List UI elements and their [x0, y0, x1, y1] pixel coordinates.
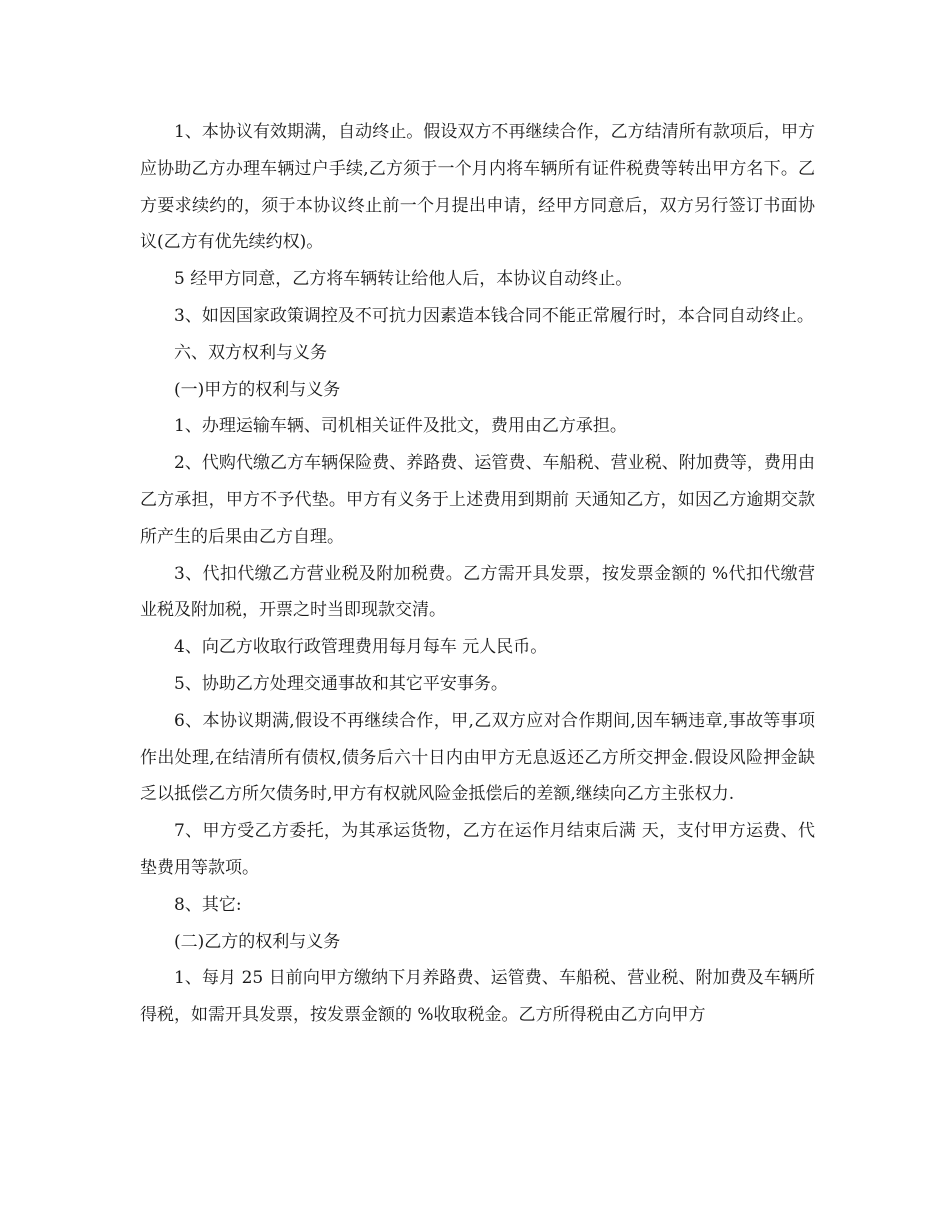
- clause-paragraph: 4、向乙方收取行政管理费用每月每车 元人民币。: [174, 637, 548, 658]
- clause-paragraph: 1、本协议有效期满，自动终止。假设双方不再继续合作，乙方结清所有款项后，甲方应协助乙方办理车辆过户手续,乙方须于一个月内将车辆所有证件税费等转出甲方名下。乙方要求续约的，须于本协议终止前一个月提出申请，经甲方同意后，双方另行签订书面协议(乙方有优先续约权)。: [140, 122, 815, 253]
- clause-paragraph: 3、代扣代缴乙方营业税及附加税费。乙方需开具发票，按发票金额的 %代扣代缴营业税及附加税，开票之时当即现款交清。: [140, 563, 815, 621]
- subsection-heading: (二)乙方的权利与义务: [174, 931, 341, 952]
- clause-paragraph: 7、甲方受乙方委托，为其承运货物，乙方在运作月结束后满 天，支付甲方运费、代垫费用等款项。: [140, 821, 815, 878]
- clause-paragraph: 2、代购代缴乙方车辆保险费、养路费、运管费、车船税、营业税、附加费等，费用由乙方承担，甲方不予代垫。甲方有义务于上述费用到期前 天通知乙方，如因乙方逾期交款所产生的后果由乙方自理。: [140, 453, 815, 547]
- clause-paragraph: 1、每月 25 日前向甲方缴纳下月养路费、运管费、车船税、营业税、附加费及车辆所得税，如需开具发票，按发票金额的 %收取税金。乙方所得税由乙方向甲方: [140, 968, 815, 1026]
- clause-paragraph: 3、如因国家政策调控及不可抗力因素造本钱合同不能正常履行时，本合同自动终止。: [174, 305, 814, 326]
- clause-paragraph: 1、办理运输车辆、司机相关证件及批文，费用由乙方承担。: [174, 416, 627, 437]
- clause-paragraph: 8、其它:: [174, 894, 242, 915]
- subsection-heading: (一)甲方的权利与义务: [174, 379, 341, 400]
- section-heading: 六、双方权利与义务: [174, 342, 327, 363]
- clause-paragraph: 5 经甲方同意，乙方将车辆转让给他人后，本协议自动终止。: [174, 269, 633, 290]
- clause-paragraph: 5、协助乙方处理交通事故和其它平安事务。: [174, 673, 508, 694]
- document-body: [140, 114, 815, 1034]
- clause-paragraph: 6、本协议期满,假设不再继续合作，甲,乙双方应对合作期间,因车辆违章,事故等事项作出处理,在结清所有债权,债务后六十日内由甲方无息返还乙方所交押金.假设风险押金缺乏以抵偿乙方所欠债务时,甲方有权就风险金抵偿后的差额,继续向乙方主张权力.: [140, 710, 815, 805]
